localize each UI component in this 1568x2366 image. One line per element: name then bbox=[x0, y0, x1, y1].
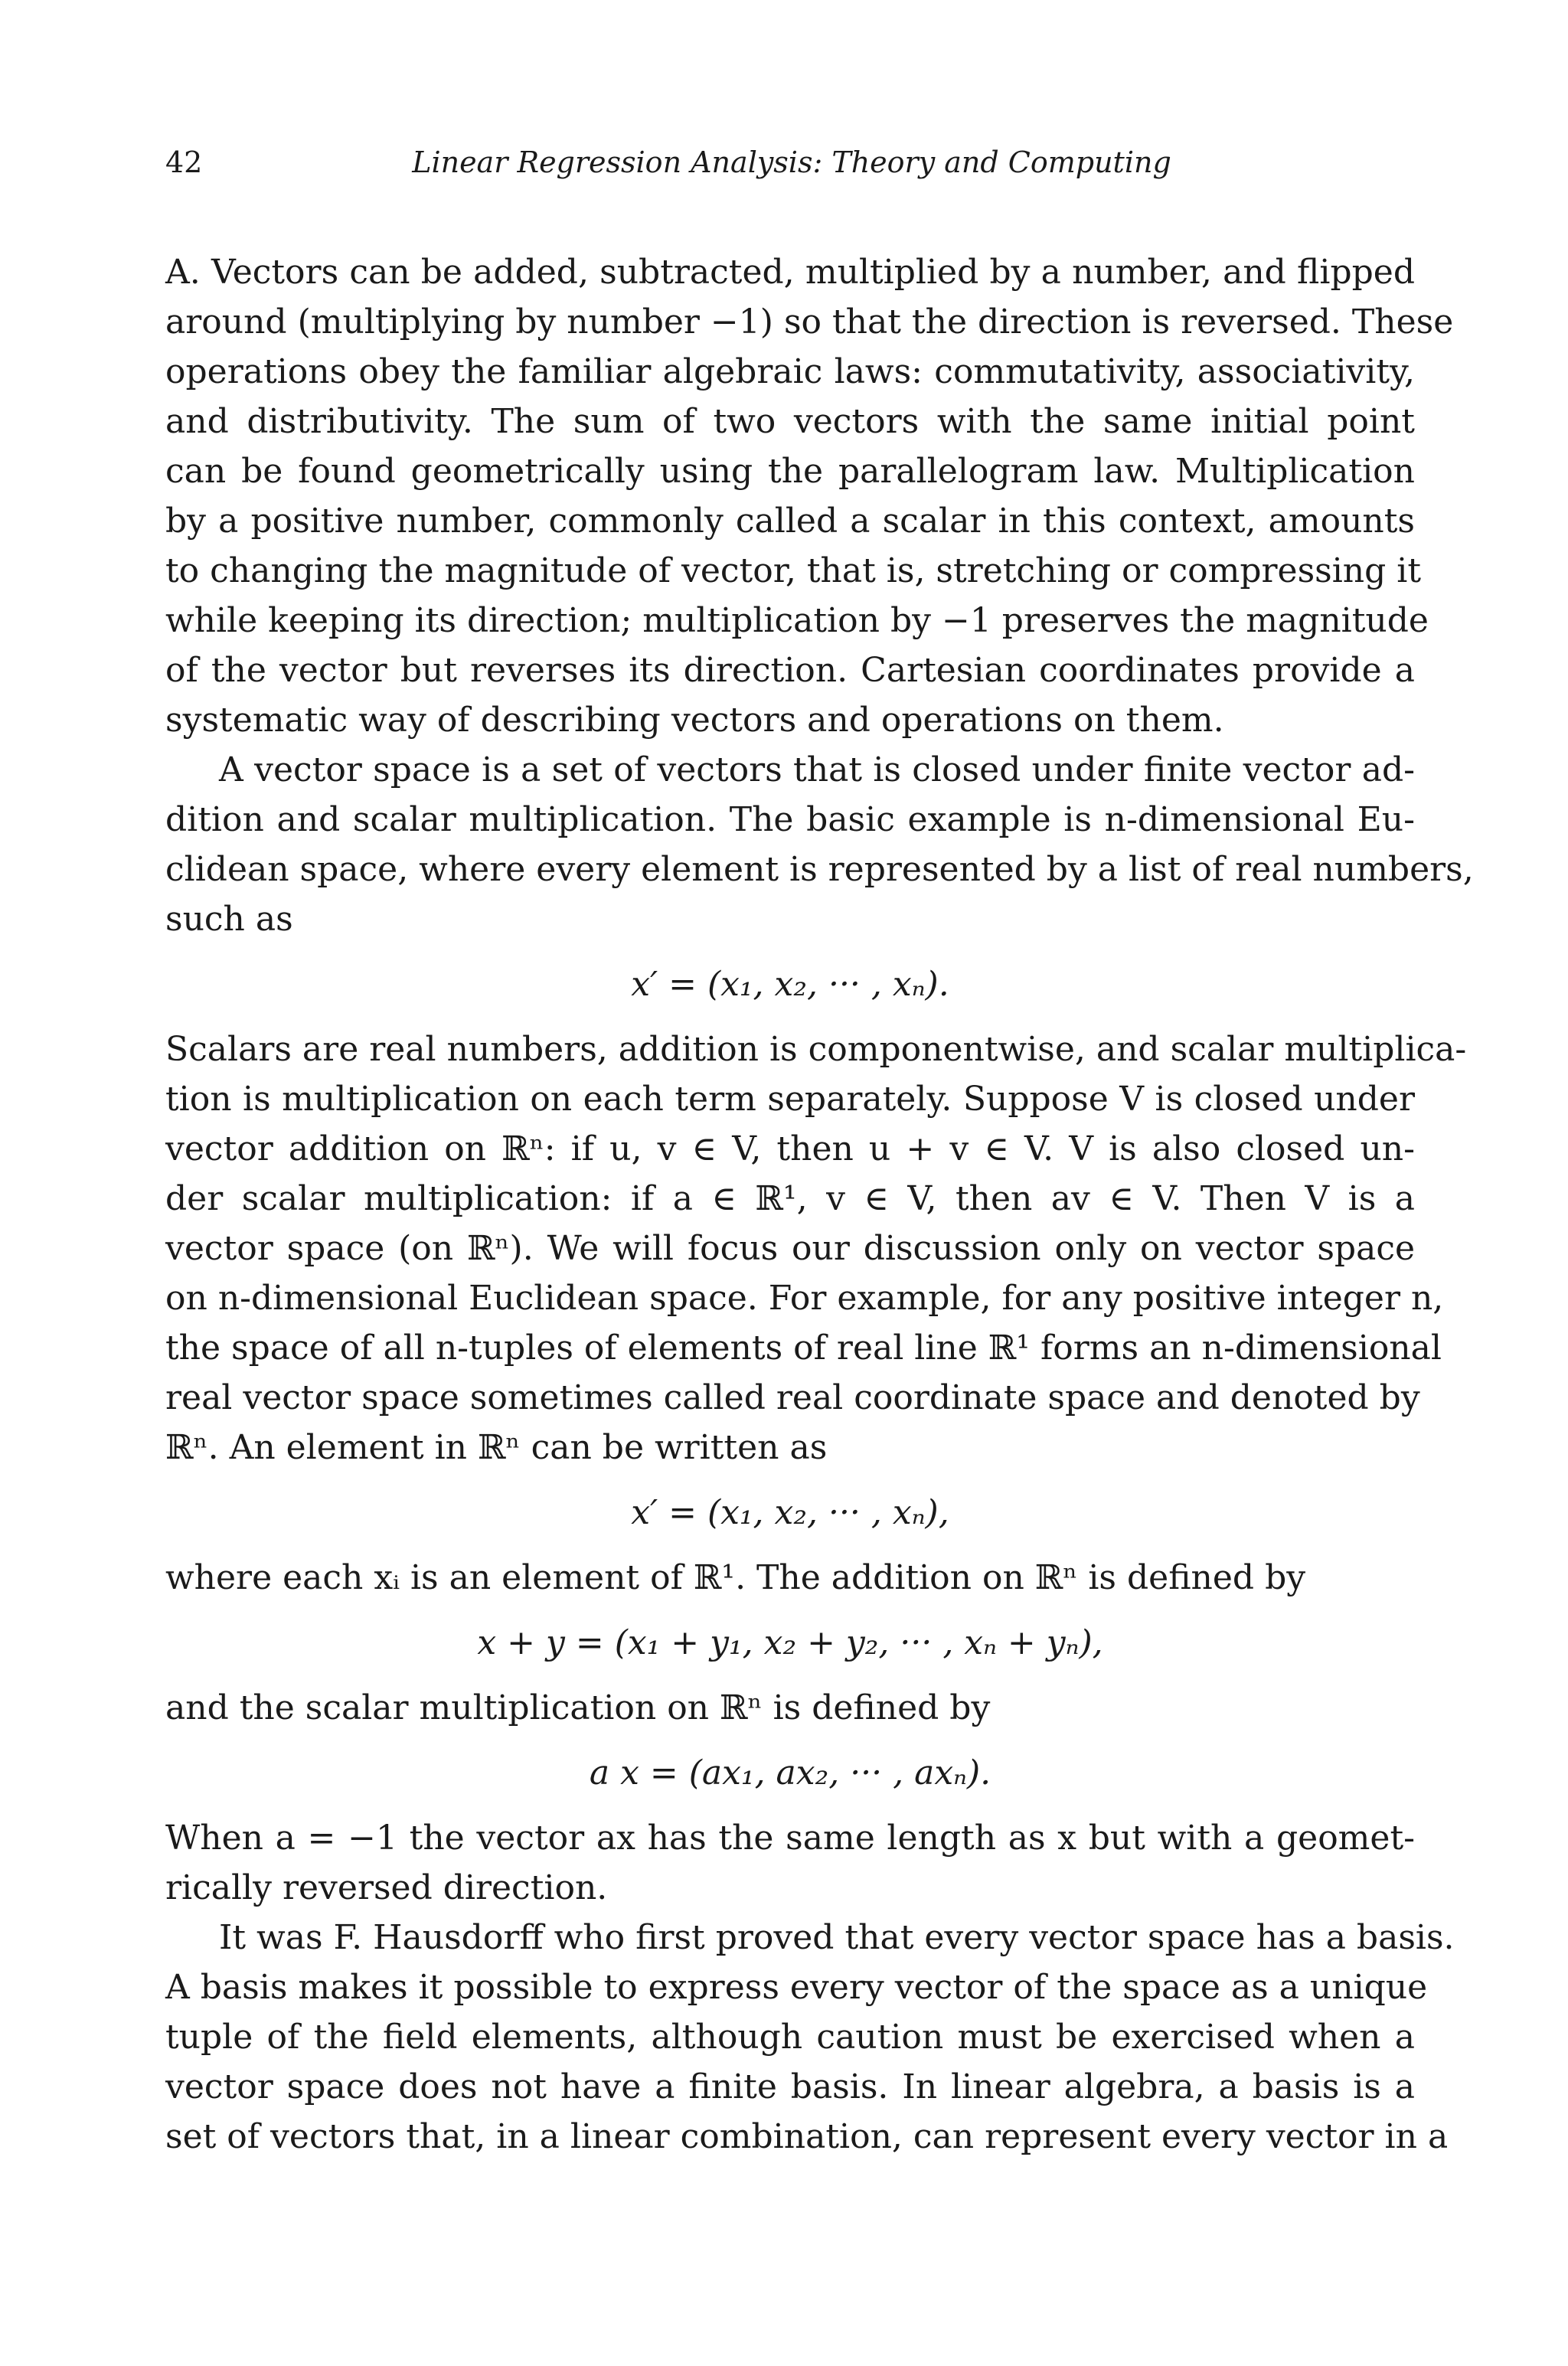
display-equation: x′ = (x₁, x₂, ··· , xₙ). bbox=[631, 965, 949, 1004]
text-line: vector space does not have a finite basis. In linear algebra, a basis is a bbox=[165, 2067, 1415, 2106]
text-line: der scalar multiplication: if a ∈ ℝ¹, v ∈ V, then av ∈ V. Then V is a bbox=[165, 1179, 1415, 1218]
text-line: to changing the magnitude of vector, that is, stretching or compressing it bbox=[165, 551, 1422, 590]
text-line: tion is multiplication on each term separately. Suppose V is closed under bbox=[165, 1080, 1415, 1119]
text-line: while keeping its direction; multiplication by −1 preserves the magnitude bbox=[165, 601, 1429, 640]
text-line: real vector space sometimes called real coordinate space and denoted by bbox=[165, 1378, 1420, 1417]
text-line: Scalars are real numbers, addition is componentwise, and scalar multiplica- bbox=[165, 1030, 1467, 1069]
text-line: by a positive number, commonly called a scalar in this context, amounts bbox=[165, 502, 1415, 541]
text-line: and distributivity. The sum of two vectors with the same initial point bbox=[165, 402, 1415, 441]
text-line: A vector space is a set of vectors that is closed under finite vector ad- bbox=[219, 750, 1415, 789]
text-line: clidean space, where every element is represented by a list of real numbers, bbox=[165, 850, 1474, 889]
text-line: vector addition on ℝⁿ: if u, v ∈ V, then u + v ∈ V. V is also closed un- bbox=[165, 1129, 1415, 1168]
text-line: ℝⁿ. An element in ℝⁿ can be written as bbox=[165, 1428, 828, 1467]
text-line: vector space (on ℝⁿ). We will focus our discussion only on vector space bbox=[165, 1229, 1415, 1268]
text-line: on n-dimensional Euclidean space. For example, for any positive integer n, bbox=[165, 1279, 1444, 1318]
text-line: systematic way of describing vectors and operations on them. bbox=[165, 701, 1224, 740]
text-line: operations obey the familiar algebraic laws: commutativity, associativity, bbox=[165, 352, 1415, 391]
display-equation: a x = (ax₁, ax₂, ··· , axₙ). bbox=[589, 1753, 991, 1792]
display-equation: x + y = (x₁ + y₁, x₂ + y₂, ··· , xₙ + yₙ), bbox=[477, 1623, 1103, 1662]
text-line: where each xᵢ is an element of ℝ¹. The addition on ℝⁿ is defined by bbox=[165, 1558, 1306, 1597]
text-line: of the vector but reverses its direction. Cartesian coordinates provide a bbox=[165, 651, 1415, 690]
display-equation: x′ = (x₁, x₂, ··· , xₙ), bbox=[631, 1493, 949, 1532]
text-line: around (multiplying by number −1) so that the direction is reversed. These bbox=[165, 302, 1454, 342]
running-title: Linear Regression Analysis: Theory and Computing bbox=[412, 145, 1171, 179]
text-line: tuple of the field elements, although caution must be exercised when a bbox=[165, 2018, 1415, 2057]
text-line: It was F. Hausdorff who first proved that every vector space has a basis. bbox=[219, 1918, 1455, 1957]
text-line: dition and scalar multiplication. The basic example is n-dimensional Eu- bbox=[165, 800, 1415, 839]
text-line: set of vectors that, in a linear combination, can represent every vector in a bbox=[165, 2117, 1449, 2156]
page-number: 42 bbox=[165, 145, 203, 179]
text-line: such as bbox=[165, 900, 293, 939]
text-line: When a = −1 the vector ax has the same length as x but with a geomet- bbox=[165, 1819, 1415, 1858]
text-line: can be found geometrically using the parallelogram law. Multiplication bbox=[165, 452, 1415, 491]
text-line: A basis makes it possible to express every vector of the space as a unique bbox=[165, 1968, 1428, 2007]
text-line: rically reversed direction. bbox=[165, 1868, 608, 1907]
running-header bbox=[165, 145, 1418, 191]
text-line: A. Vectors can be added, subtracted, multiplied by a number, and flipped bbox=[165, 253, 1415, 292]
text-line: and the scalar multiplication on ℝⁿ is defined by bbox=[165, 1688, 991, 1727]
text-line: the space of all n-tuples of elements of real line ℝ¹ forms an n-dimensional bbox=[165, 1328, 1442, 1368]
